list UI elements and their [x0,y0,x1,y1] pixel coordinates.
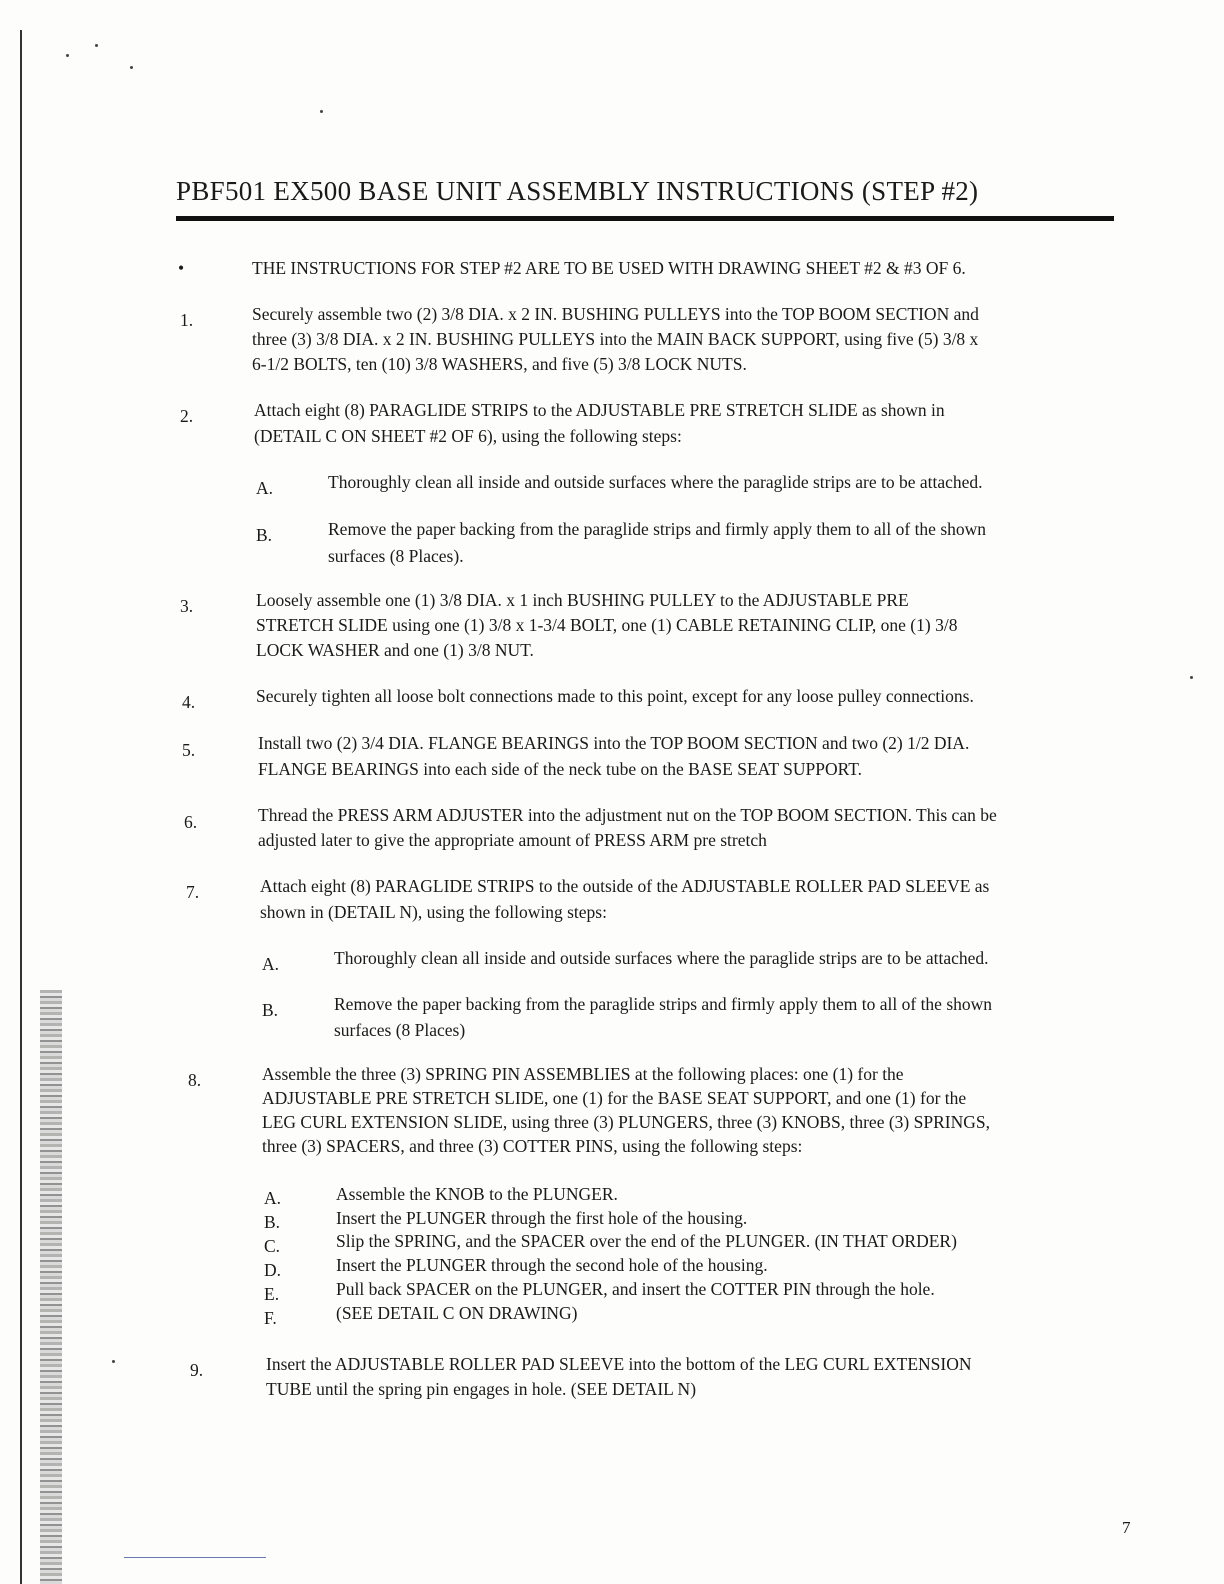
substep-line: Insert the PLUNGER through the second hole of the housing. [336,1255,768,1275]
step-number: 2. [180,406,194,426]
substep-line: Insert the PLUNGER through the first hole of the housing. [336,1208,748,1228]
substep-letter: C. [264,1236,281,1256]
step-line: STRETCH SLIDE using one (1) 3/8 x 1-3/4 BOLT, one (1) CABLE RETAINING CLIP, one (1) 3/8 [256,615,958,635]
bullet-text: THE INSTRUCTIONS FOR STEP #2 ARE TO BE USED WITH DRAWING SHEET #2 & #3 OF 6. [252,258,966,278]
scan-speck [1190,676,1193,679]
substep-line: Pull back SPACER on the PLUNGER, and insert the COTTER PIN through the hole. [336,1279,935,1299]
substep-letter: A. [256,478,274,498]
substep-line: surfaces (8 Places) [334,1020,466,1040]
step-line: Assemble the three (3) SPRING PIN ASSEMBLIES at the following places: one (1) for the [262,1064,904,1084]
substep-letter: D. [264,1260,282,1280]
substep-line: surfaces (8 Places). [328,546,464,566]
scan-binding-strip [40,990,62,1584]
step-number: 6. [184,812,198,832]
page-title: PBF501 EX500 BASE UNIT ASSEMBLY INSTRUCTIONS (STEP #2) [176,176,979,206]
substep-line: Remove the paper backing from the paraglide strips and firmly apply them to all of the shown [334,994,993,1014]
footer-divider [124,1557,266,1558]
step-line: shown in (DETAIL N), using the following steps: [260,902,607,922]
step-line: FLANGE BEARINGS into each side of the neck tube on the BASE SEAT SUPPORT. [258,759,862,779]
step-number: 1. [180,310,194,330]
step-line: LEG CURL EXTENSION SLIDE, using three (3) PLUNGERS, three (3) KNOBS, three (3) SPRINGS, [262,1112,990,1132]
substep-letter: A. [262,954,280,974]
substep-line: Assemble the KNOB to the PLUNGER. [336,1184,618,1204]
step-number: 3. [180,596,194,616]
step-number: 5. [182,740,196,760]
step-number: 9. [190,1360,204,1380]
step-number: 4. [182,692,196,712]
step-line: adjusted later to give the appropriate amount of PRESS ARM pre stretch [258,830,767,850]
substep-letter: A. [264,1188,282,1208]
step-line: Attach eight (8) PARAGLIDE STRIPS to the outside of the ADJUSTABLE ROLLER PAD SLEEVE as [260,876,990,896]
scan-speck [130,66,133,69]
step-line: Attach eight (8) PARAGLIDE STRIPS to the ADJUSTABLE PRE STRETCH SLIDE as shown in [254,400,945,420]
step-line: three (3) 3/8 DIA. x 2 IN. BUSHING PULLEYS into the MAIN BACK SUPPORT, using five (5) 3/8 x [252,329,979,349]
step-line: (DETAIL C ON SHEET #2 OF 6), using the following steps: [254,426,682,446]
substep-letter: E. [264,1284,280,1304]
step-line: Securely tighten all loose bolt connections made to this point, except for any loose pulley connections. [256,686,974,706]
substep-line: Slip the SPRING, and the SPACER over the end of the PLUNGER. (IN THAT ORDER) [336,1231,957,1251]
substep-letter: B. [256,525,273,545]
step-line: Insert the ADJUSTABLE ROLLER PAD SLEEVE into the bottom of the LEG CURL EXTENSION [266,1354,972,1374]
scan-speck [112,1360,115,1363]
substep-letter: F. [264,1308,277,1328]
step-number: 8. [188,1070,202,1090]
title-divider [176,216,1114,221]
step-line: Install two (2) 3/4 DIA. FLANGE BEARINGS into the TOP BOOM SECTION and two (2) 1/2 DIA. [258,733,970,753]
step-line: Loosely assemble one (1) 3/8 DIA. x 1 inch BUSHING PULLEY to the ADJUSTABLE PRE [256,590,909,610]
step-line: Securely assemble two (2) 3/8 DIA. x 2 IN. BUSHING PULLEYS into the TOP BOOM SECTION and [252,304,979,324]
step-line: TUBE until the spring pin engages in hole. (SEE DETAIL N) [266,1379,697,1399]
scan-left-edge [20,30,22,1584]
step-line: Thread the PRESS ARM ADJUSTER into the adjustment nut on the TOP BOOM SECTION. This can be [258,805,997,825]
substep-line: Thoroughly clean all inside and outside surfaces where the paraglide strips are to be attached. [328,472,983,492]
bullet-marker: • [178,258,185,278]
step-line: ADJUSTABLE PRE STRETCH SLIDE, one (1) for the BASE SEAT SUPPORT, and one (1) for the [262,1088,967,1108]
substep-line: Remove the paper backing from the paraglide strips and firmly apply them to all of the shown [328,519,987,539]
step-number: 7. [186,882,200,902]
scan-speck [320,110,323,113]
step-line: 6-1/2 BOLTS, ten (10) 3/8 WASHERS, and five (5) 3/8 LOCK NUTS. [252,354,747,374]
scan-speck [95,44,98,47]
substep-line: (SEE DETAIL C ON DRAWING) [336,1303,578,1323]
substep-letter: B. [264,1212,281,1232]
scan-speck [66,54,69,57]
step-line: three (3) SPACERS, and three (3) COTTER PINS, using the following steps: [262,1136,803,1156]
page-number: 7 [1122,1518,1131,1537]
substep-letter: B. [262,1000,279,1020]
substep-line: Thoroughly clean all inside and outside surfaces where the paraglide strips are to be attached. [334,948,989,968]
step-line: LOCK WASHER and one (1) 3/8 NUT. [256,640,534,660]
